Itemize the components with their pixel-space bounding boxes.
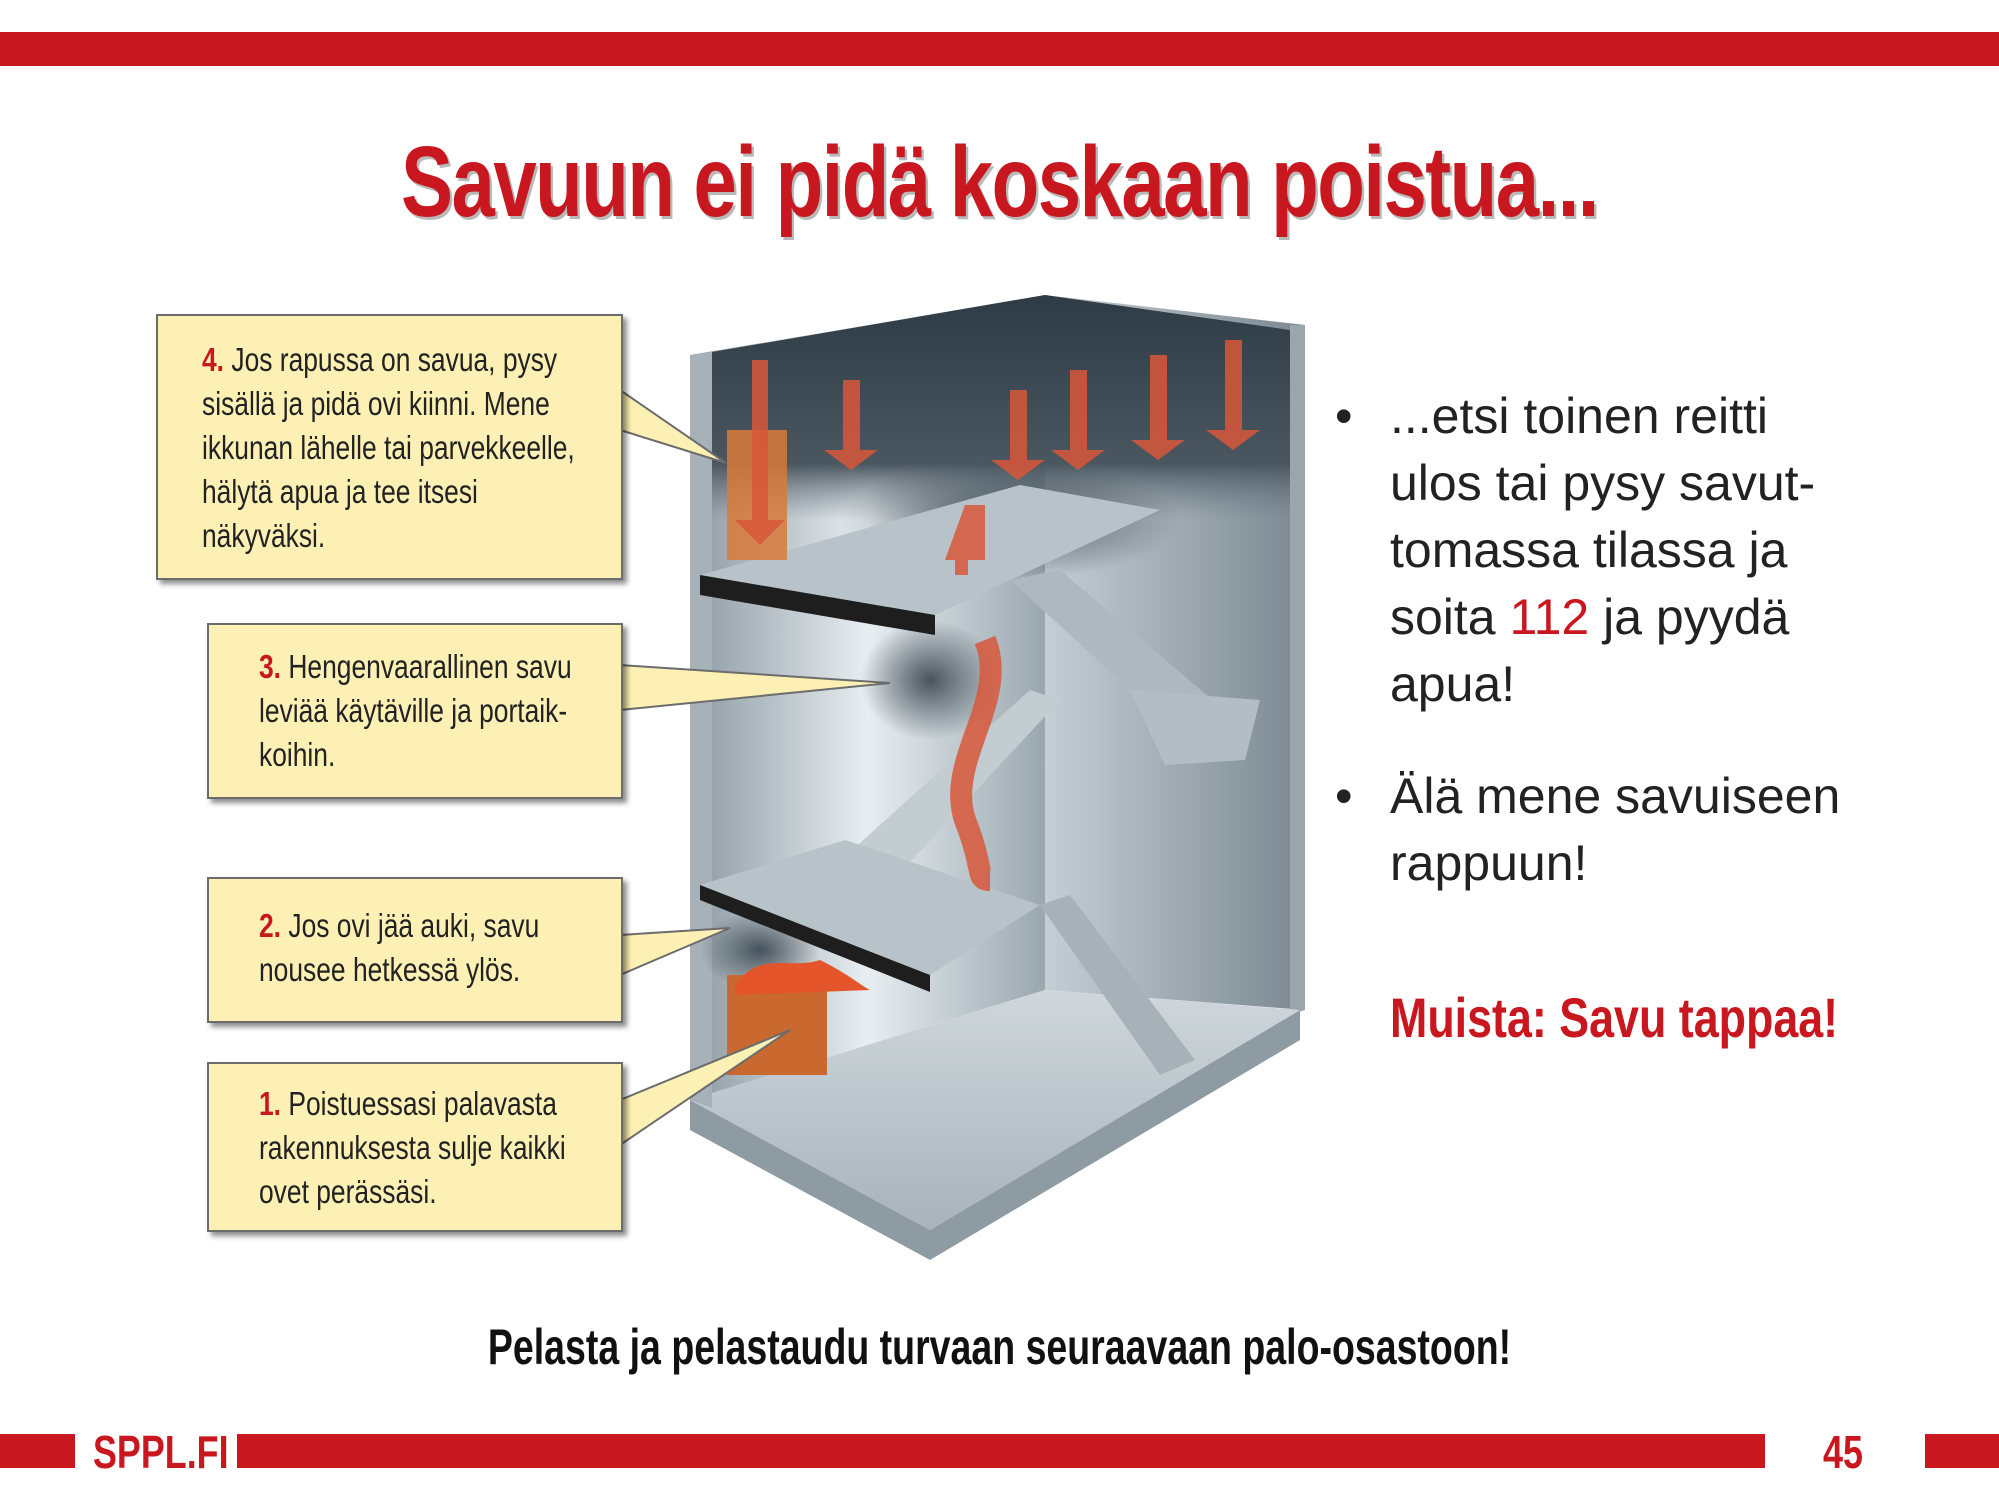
- callout-step-1: [207, 1062, 623, 1232]
- callout-2-line: nousee hetkessä ylös.: [259, 951, 521, 988]
- advice-line: ja pyydä: [1589, 589, 1790, 645]
- callout-2-number: 2.: [259, 907, 282, 944]
- callout-step-4: [156, 314, 623, 580]
- advice-line: ulos tai pysy savut-: [1390, 455, 1816, 511]
- callout-4-line: ikkunan lähelle tai parvekkeelle,: [202, 429, 575, 466]
- callout-4-line: näkyväksi.: [202, 517, 326, 554]
- callout-1-number: 1.: [259, 1085, 282, 1122]
- callout-1-line: ovet perässäsi.: [259, 1173, 437, 1210]
- advice-line: tomassa tilassa ja: [1390, 522, 1788, 578]
- callout-4-line: Jos rapussa on savua, pysy: [231, 341, 558, 378]
- callout-3-line: koihin.: [259, 736, 336, 773]
- bottom-red-bar-left: [0, 1434, 75, 1468]
- bottom-red-bar-middle: [237, 1434, 1765, 1468]
- advice-item: [1335, 383, 1955, 718]
- callout-step-2: [207, 877, 623, 1023]
- site-link[interactable]: SPPL.FI: [93, 1426, 229, 1478]
- advice-line: apua!: [1390, 656, 1516, 712]
- callout-step-3: [207, 623, 623, 799]
- advice-line: soita: [1390, 589, 1510, 645]
- page-number: 45: [1823, 1426, 1863, 1478]
- callout-3-line: Hengenvaarallinen savu: [288, 648, 572, 685]
- callout-3-line: leviää käytäville ja portaik-: [259, 692, 568, 729]
- emergency-number: 112: [1509, 589, 1590, 645]
- advice-line: ...etsi toinen reitti: [1390, 388, 1768, 444]
- callout-1-line: rakennuksesta sulje kaikki: [259, 1129, 566, 1166]
- bottom-red-bar-right: [1925, 1434, 1999, 1468]
- page-title: Savuun ei pidä koskaan poistua...: [401, 126, 1598, 238]
- callout-4-number: 4.: [202, 341, 225, 378]
- callout-4-line: sisällä ja pidä ovi kiinni. Mene: [202, 385, 550, 422]
- warning-text: Muista: Savu tappaa!: [1390, 986, 1839, 1049]
- callout-3-number: 3.: [259, 648, 282, 685]
- callout-4-line: hälytä apua ja tee itsesi: [202, 473, 478, 510]
- callout-1-line: Poistuessasi palavasta: [288, 1085, 557, 1122]
- bullet-icon: •: [1335, 388, 1353, 444]
- callout-2-line: Jos ovi jää auki, savu: [288, 907, 540, 944]
- advice-line: Älä mene savuiseen: [1390, 768, 1841, 824]
- advice-list: [1335, 383, 1955, 942]
- footer-slogan: Pelasta ja pelastaudu turvaan seuraavaan palo-osastoon!: [487, 1319, 1512, 1375]
- advice-line: rappuun!: [1390, 835, 1588, 891]
- bullet-icon: •: [1335, 768, 1353, 824]
- advice-item: [1335, 763, 1955, 897]
